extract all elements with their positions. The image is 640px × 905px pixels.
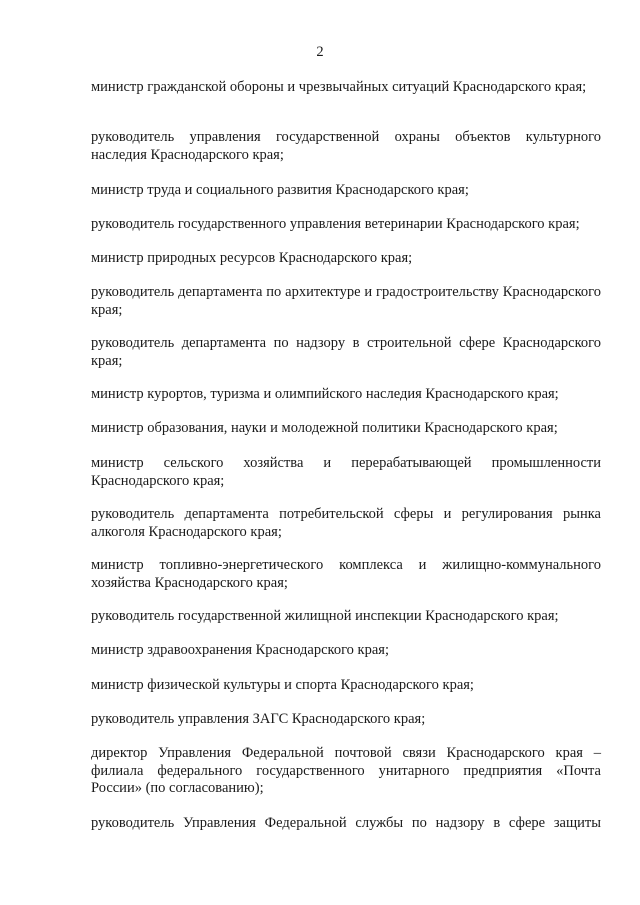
- page-number: 2: [316, 44, 324, 60]
- list-item-resorts-tourism-minister: министр курортов, туризма и олимпийского наследия Краснодарского края;: [91, 386, 559, 402]
- list-item-fuel-energy-minister: министр топливно-энергетического комплекса и жилищно-коммунального хозяйства Краснодарского края;: [91, 557, 601, 591]
- list-item-health-minister: министр здравоохранения Краснодарского края;: [91, 642, 389, 658]
- list-item-natural-resources-minister: министр природных ресурсов Краснодарского края;: [91, 250, 413, 266]
- list-item-agriculture-minister: министр сельского хозяйства и перерабатывающей промышленности Краснодарского края;: [91, 455, 601, 489]
- list-item-veterinary-head: руководитель государственного управления ветеринарии Краснодарского края;: [91, 216, 580, 232]
- list-item-consumer-protection-head: руководитель Управления Федеральной службы по надзору в сфере защиты: [91, 815, 601, 831]
- list-item-postal-service-director: директор Управления Федеральной почтовой связи Краснодарского края – филиала федерального государственного унитарного предприятия «Почта России» (по согласованию);: [91, 745, 601, 796]
- list-item-consumer-market-head: руководитель департамента потребительской сферы и регулирования рынка алкоголя Краснодарского края;: [91, 506, 601, 540]
- list-item-architecture-head: руководитель департамента по архитектуре и градостроительству Краснодарского края;: [91, 284, 601, 318]
- list-item-housing-inspection-head: руководитель государственной жилищной инспекции Краснодарского края;: [91, 608, 559, 624]
- list-item-construction-supervision-head: руководитель департамента по надзору в строительной сфере Краснодарского края;: [91, 335, 601, 369]
- list-item-labor-minister: министр труда и социального развития Краснодарского края;: [91, 182, 469, 198]
- list-item-civil-defense-minister: министр гражданской обороны и чрезвычайных ситуаций Краснодарского края;: [91, 79, 587, 95]
- list-item-civil-registry-head: руководитель управления ЗАГС Краснодарского края;: [91, 711, 426, 727]
- list-item-education-minister: министр образования, науки и молодежной политики Краснодарского края;: [91, 420, 558, 436]
- list-item-cultural-heritage-head: руководитель управления государственной охраны объектов культурного наследия Краснодарского края;: [91, 129, 601, 163]
- list-item-sports-minister: министр физической культуры и спорта Краснодарского края;: [91, 677, 474, 693]
